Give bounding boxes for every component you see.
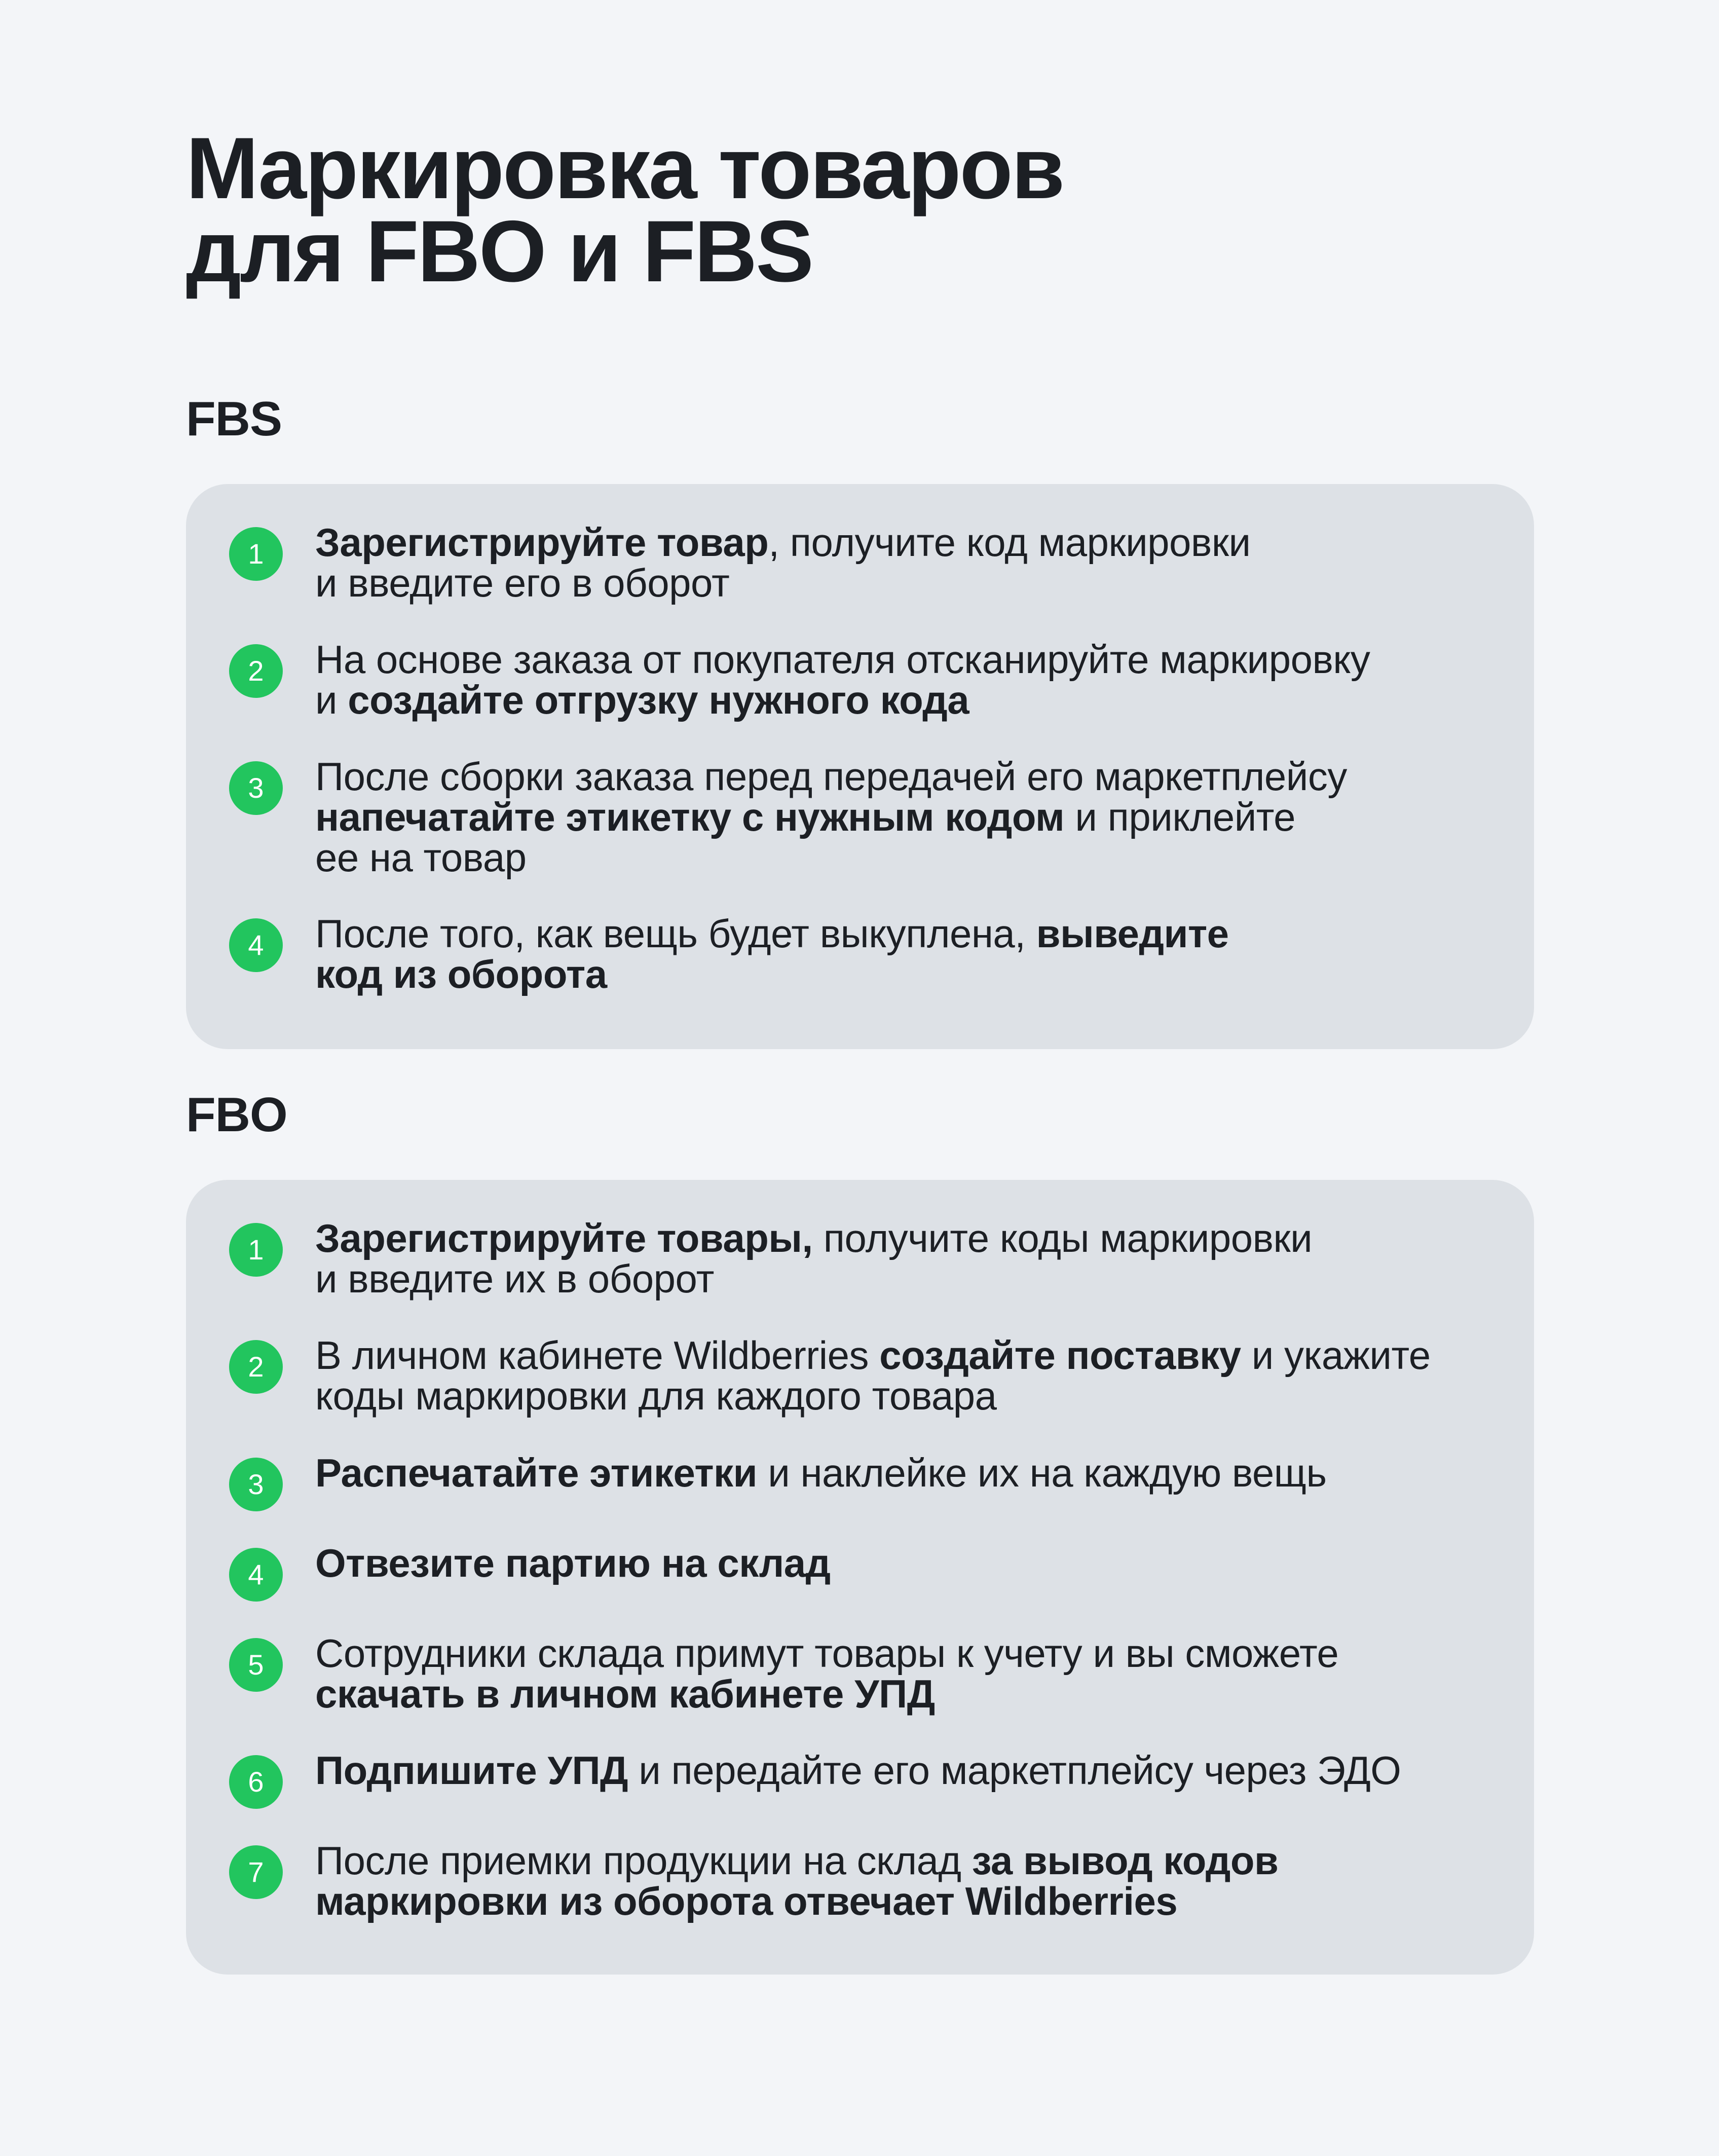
step-text-run: На основе заказа от покупателя отсканируйте маркировку	[315, 637, 1370, 682]
step-text-bold: Зарегистрируйте товары,	[315, 1216, 813, 1260]
step-text-run: коды маркировки для каждого товара	[315, 1373, 997, 1418]
step-text-run: После того, как вещь будет выкуплена,	[315, 911, 1036, 956]
fbs-steps-card	[186, 484, 1534, 1049]
step-text-run: и введите их в оборот	[315, 1256, 714, 1301]
step-text-run: В личном кабинете Wildberries	[315, 1333, 880, 1378]
step-number-badge: 4	[229, 918, 283, 972]
step-text-run: и	[315, 678, 348, 722]
step-number-badge: 3	[229, 761, 283, 815]
step-number-badge: 3	[229, 1458, 283, 1511]
step-text-bold: Зарегистрируйте товар	[315, 520, 769, 565]
step-text-bold: выведите	[1036, 911, 1229, 956]
step-text	[315, 1750, 1504, 1791]
step-text-run: После приемки продукции на склад	[315, 1838, 972, 1883]
page-title-line-2: для FBO и FBS	[186, 203, 812, 300]
step-text-bold: за вывод кодов	[971, 1838, 1279, 1883]
step-text	[315, 1543, 1504, 1583]
page-title-line-1: Маркировка товаров	[186, 120, 1064, 217]
step-text	[315, 756, 1504, 878]
step-text-bold: Отвезите партию на склад	[315, 1541, 831, 1585]
step-text	[315, 1840, 1504, 1921]
section-heading-fbo: FBO	[186, 1088, 287, 1142]
step-text	[315, 913, 1504, 994]
page-title	[186, 120, 1064, 300]
step-text-bold: создайте поставку	[879, 1333, 1241, 1378]
step-number-badge: 7	[229, 1845, 283, 1899]
step-number-badge: 6	[229, 1755, 283, 1809]
step-text	[315, 639, 1504, 720]
step-number-badge: 2	[229, 1340, 283, 1394]
step-number-badge: 5	[229, 1638, 283, 1692]
step-text-run: Сотрудники склада примут товары к учету и вы сможете	[315, 1631, 1339, 1676]
step-text	[315, 1633, 1504, 1714]
step-text-run: и передайте его маркетплейсу через ЭДО	[628, 1748, 1401, 1793]
step-number-badge: 1	[229, 527, 283, 581]
step-text-bold: код из оборота	[315, 952, 607, 996]
step-text-run: получите коды маркировки	[812, 1216, 1313, 1260]
step-text-run: ее на товар	[315, 835, 527, 880]
step-text-run: и наклейке их на каждую вещь	[757, 1451, 1327, 1495]
step-text-run: и приклейте	[1064, 795, 1296, 839]
step-text-bold: скачать в личном кабинете УПД	[315, 1671, 935, 1716]
step-text	[315, 1218, 1504, 1299]
step-text-bold: Распечатайте этикетки	[315, 1451, 758, 1495]
step-text-run: , получите код маркировки	[768, 520, 1251, 565]
step-text-run: После сборки заказа перед передачей его маркетплейсу	[315, 754, 1347, 799]
step-text-bold: напечатайте этикетку с нужным кодом	[315, 795, 1065, 839]
fbo-steps-card	[186, 1180, 1534, 1975]
step-number-badge: 4	[229, 1548, 283, 1602]
step-text	[315, 1335, 1504, 1416]
step-text-bold: создайте отгрузку нужного кода	[348, 678, 969, 722]
step-text-run: и введите его в оборот	[315, 561, 730, 605]
step-number-badge: 2	[229, 644, 283, 698]
step-text	[315, 1453, 1504, 1493]
step-number-badge: 1	[229, 1223, 283, 1277]
step-text-bold: Подпишите УПД	[315, 1748, 628, 1793]
step-text-bold: маркировки из оборота отвечает Wildberries	[315, 1879, 1178, 1923]
step-text	[315, 522, 1504, 603]
section-heading-fbs: FBS	[186, 392, 282, 446]
step-text-run: и укажите	[1241, 1333, 1431, 1378]
